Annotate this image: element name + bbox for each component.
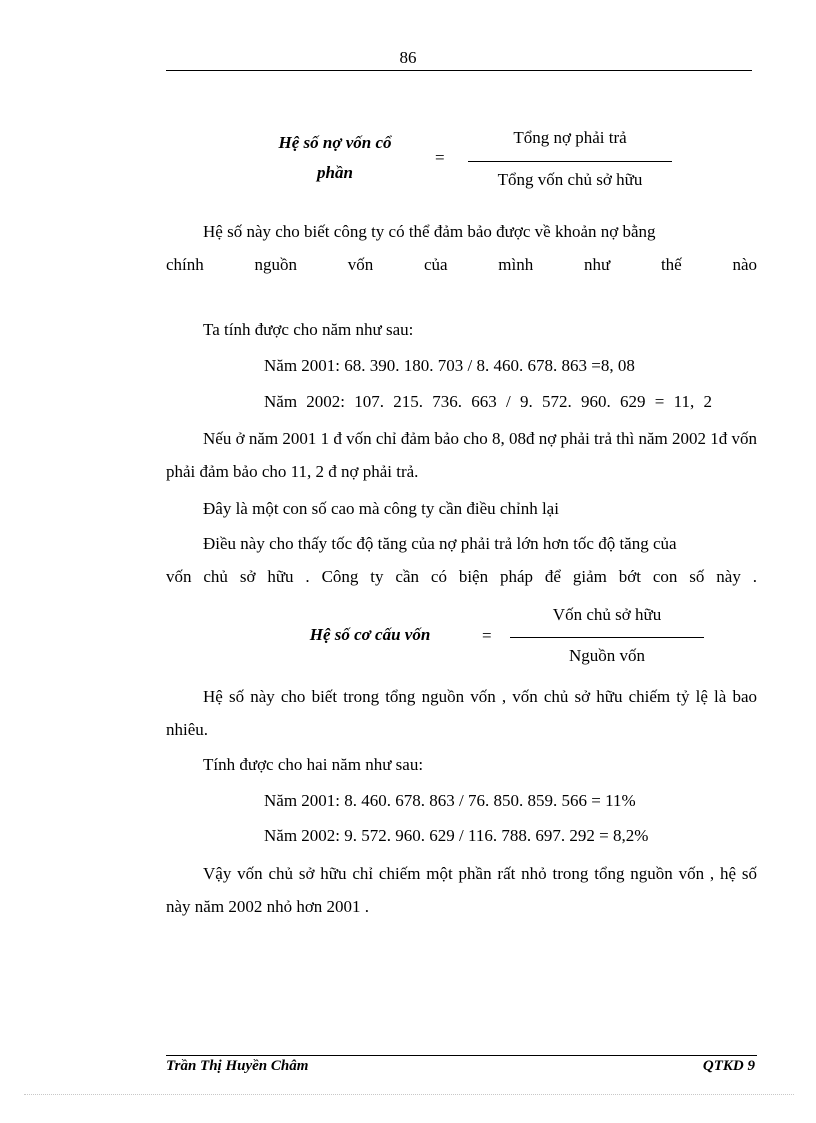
calc1-year-2001: Năm 2001: 68. 390. 180. 703 / 8. 460. 678. 863 =8, 08	[264, 356, 635, 375]
formula2-equals: =	[482, 626, 492, 645]
footer-rule	[166, 1055, 757, 1056]
footer-author: Trần Thị Huyền Châm	[166, 1058, 309, 1074]
formula1-fraction-bar	[468, 161, 672, 162]
page-edge-divider	[24, 1094, 794, 1095]
calc1-intro: Ta tính được cho năm như sau:	[203, 320, 414, 339]
footer-class-code: QTKD 9	[702, 1058, 755, 1074]
paragraph-6: Vậy vốn chủ sở hữu chỉ chiếm một phần rất nhỏ trong tổng nguồn vốn , hệ số này năm 2002 nhỏ hơn 2001 .	[166, 864, 757, 916]
paragraph-2: Nếu ở năm 2001 1 đ vốn chỉ đảm bảo cho 8, 08đ nợ phải trả thì năm 2002 1đ vốn phải đảm bảo cho 11, 2 đ nợ phải trả.	[166, 429, 757, 481]
formula1-equals: =	[435, 148, 445, 167]
formula1-label	[250, 128, 420, 188]
formula2-fraction-bar	[510, 637, 704, 638]
formula1-label-line1: Hệ số nợ vốn cổ	[278, 133, 392, 152]
paragraph-4-line-1: Điều này cho thấy tốc độ tăng của nợ phải trả lớn hơn tốc độ tăng của	[203, 534, 677, 553]
calc1-year-2002: Năm 2002: 107. 215. 736. 663 / 9. 572. 960. 629 = 11, 2	[264, 392, 712, 411]
formula2-numerator: Vốn chủ sở hữu	[552, 605, 662, 624]
formula2-label: Hệ số cơ cấu vốn	[309, 625, 431, 644]
calc2-year-2002: Năm 2002: 9. 572. 960. 629 / 116. 788. 697. 292 = 8,2%	[264, 826, 649, 845]
page-number: 86	[399, 48, 417, 67]
paragraph-4-line-2: vốn chủ sở hữu . Công ty cần có biện pháp để giảm bớt con số này .	[166, 567, 757, 586]
paragraph-1-line-2: chính nguồn vốn của mình như thế nào	[166, 255, 757, 274]
formula1-label-line2: phần	[317, 163, 353, 182]
formula1-numerator: Tổng nợ phải trả	[513, 128, 627, 147]
paragraph-1-line-1: Hệ số này cho biết công ty có thể đảm bảo được về khoản nợ bằng	[203, 222, 656, 241]
paragraph-5: Hệ số này cho biết trong tổng nguồn vốn , vốn chủ sở hữu chiếm tỷ lệ là bao nhiêu.	[166, 687, 757, 739]
header-rule	[166, 70, 752, 71]
formula1-denominator: Tổng vốn chủ sở hữu	[497, 170, 643, 189]
formula2-denominator: Nguồn vốn	[568, 646, 646, 665]
calc2-year-2001: Năm 2001: 8. 460. 678. 863 / 76. 850. 859. 566 = 11%	[264, 791, 636, 810]
paragraph-3: Đây là một con số cao mà công ty cần điều chỉnh lại	[203, 499, 559, 518]
calc2-intro: Tính được cho hai năm như sau:	[203, 755, 424, 774]
